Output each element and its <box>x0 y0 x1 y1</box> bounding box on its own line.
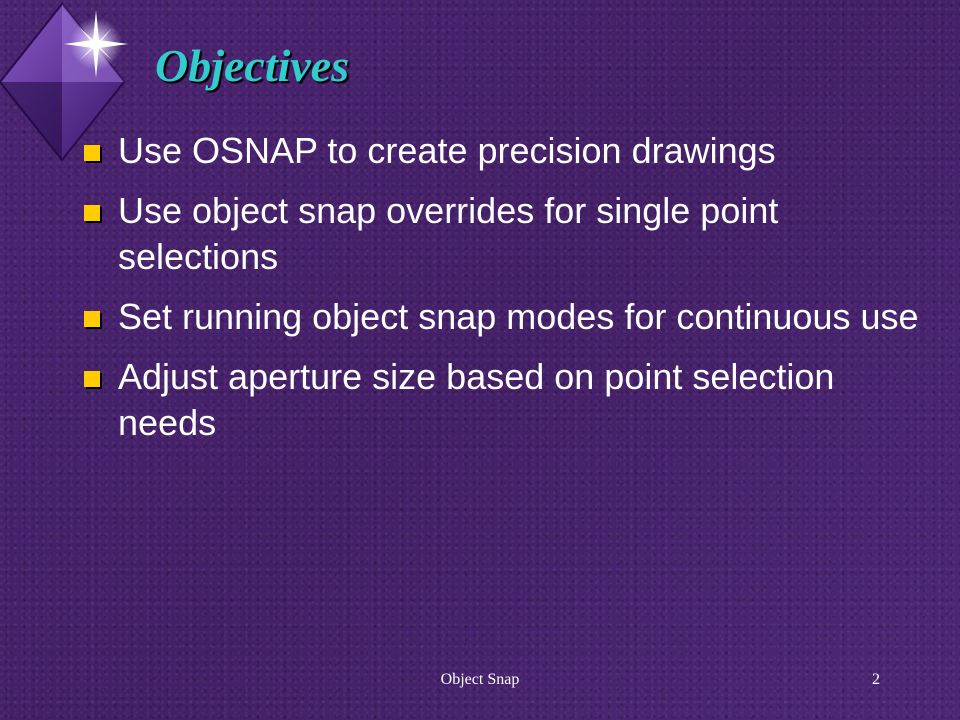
page-number: 2 <box>872 671 880 688</box>
square-bullet-icon <box>84 205 100 221</box>
bullet-text: Use object snap overrides for single point selections <box>118 190 779 277</box>
bullet-item <box>80 354 920 446</box>
square-bullet-icon <box>84 371 100 387</box>
bullet-list <box>80 128 920 460</box>
bullet-text: Adjust aperture size based on point selection needs <box>118 356 835 443</box>
bullet-text: Set running object snap modes for continuous use <box>118 296 919 337</box>
bullet-text: Use OSNAP to create precision drawings <box>118 130 776 171</box>
square-bullet-icon <box>84 311 100 327</box>
bullet-item <box>80 188 920 280</box>
bullet-item <box>80 294 920 340</box>
footer-label: Object Snap <box>440 671 520 688</box>
square-bullet-icon <box>84 145 100 161</box>
bullet-item <box>80 128 920 174</box>
slide-title: Objectives <box>155 40 350 91</box>
